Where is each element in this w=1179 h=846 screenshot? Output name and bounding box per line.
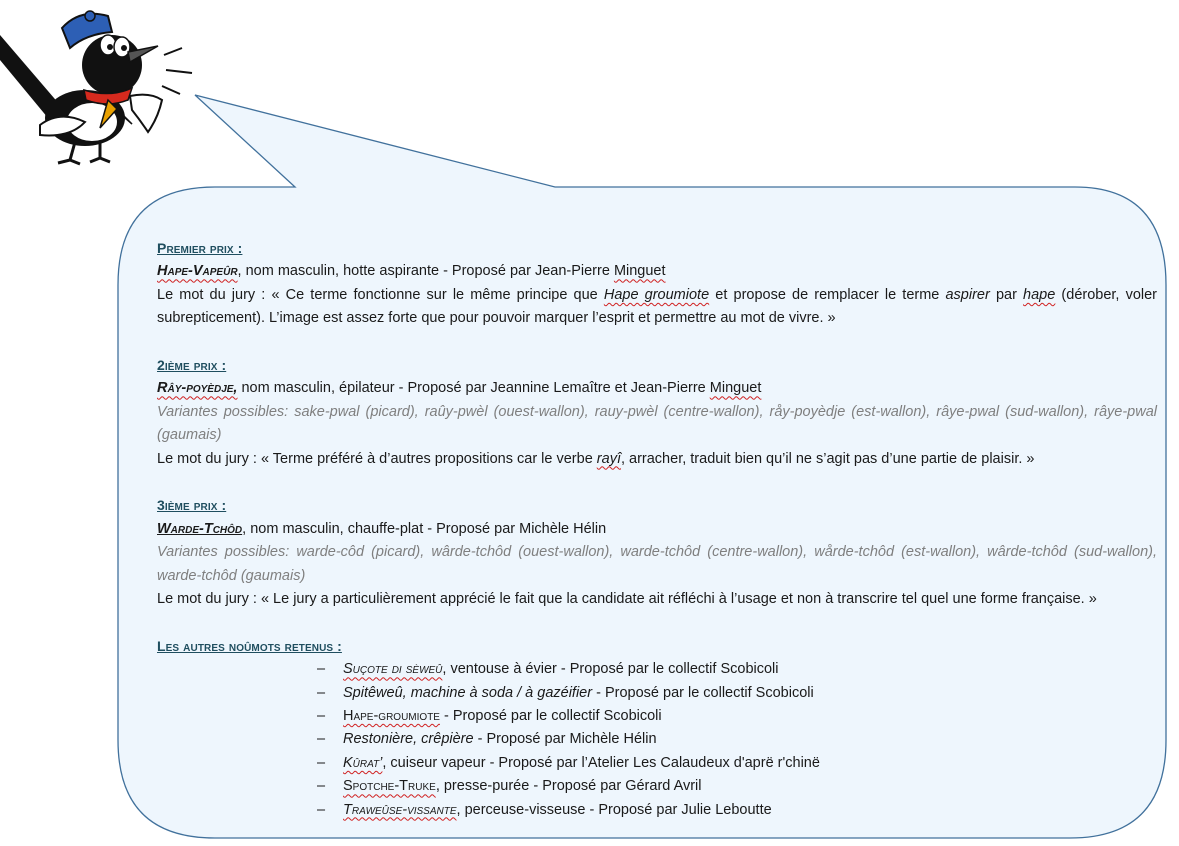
list-term: Spitêweû, machine à soda / à gazéifier	[343, 684, 593, 701]
list-rest: - Proposé par le collectif Scobicoli	[439, 708, 662, 725]
list-item	[317, 728, 1157, 751]
spacer	[157, 471, 1157, 494]
list-rest: , cuiseur vapeur - Proposé par l’Atelier Les Calaudeux d'aprë r'chinë	[382, 754, 820, 771]
list-item	[317, 775, 1157, 798]
list-dash: –	[317, 778, 326, 795]
list-dash: –	[317, 661, 326, 678]
prize1-heading: Premier prix :	[157, 240, 243, 256]
list-dash: –	[317, 731, 326, 748]
prize2-author: Minguet	[709, 380, 762, 397]
prize3-desc: , nom masculin, chauffe-plat - Proposé par Michèle Hélin	[242, 520, 607, 537]
prize2-variants: Variantes possibles: sake-pwal (picard), raûy-pwèl (ouest-wallon), rauy-pwèl (centre-wallon), råy-poyèdje (est-wallon), râye-pwal (sud-wallon), râye-pwal (gaumais)	[157, 403, 1157, 444]
prize2-entry	[157, 377, 1157, 400]
spacer	[157, 611, 1157, 634]
magpie-mascot-icon	[0, 0, 200, 175]
list-rest: - Proposé par le collectif Scobicoli	[592, 684, 814, 701]
spacer	[157, 331, 1157, 354]
prize1-desc: , nom masculin, hotte aspirante - Proposé par Jean-Pierre	[237, 263, 614, 280]
list-term: Restonière, crêpière	[343, 731, 474, 748]
list-term: Spotche-Truke	[343, 778, 436, 795]
jury-text: Le mot du jury : « Terme préféré à d’autres propositions car le verbe	[157, 450, 597, 467]
prize3-jury: Le mot du jury : « Le jury a particulièrement apprécié le fait que la candidate ait réfléchi à l’usage et non à transcrire tel quel une forme française. »	[157, 591, 1097, 608]
prize3-heading: 3ième prix :	[157, 497, 227, 514]
list-item	[317, 682, 1157, 705]
list-item	[317, 705, 1157, 728]
list-rest: , perceuse-visseuse - Proposé par Julie Leboutte	[456, 801, 772, 818]
jury-text: , arracher, traduit bien qu’il ne s’agit pas d’une partie de plaisir. »	[620, 450, 1035, 467]
jury-emphasis: rayî	[596, 450, 621, 467]
list-rest: , presse-purée - Proposé par Gérard Avril	[435, 778, 702, 795]
prize2-jury	[157, 448, 1157, 471]
list-term: Traweûse-vissante	[343, 801, 457, 818]
prize2-term: Rây-poyèdje,	[157, 380, 238, 397]
list-dash: –	[317, 684, 326, 701]
list-item	[317, 752, 1157, 775]
list-dash: –	[317, 708, 326, 725]
prize1-term: Hape-Vapeûr	[157, 263, 238, 280]
prize1-entry	[157, 260, 1157, 283]
prize3-entry	[157, 518, 1157, 541]
jury-text: par	[989, 286, 1024, 303]
jury-emphasis: aspirer	[945, 286, 990, 303]
list-rest: - Proposé par Michèle Hélin	[473, 731, 657, 748]
list-item	[317, 799, 1157, 822]
prize3-variants: Variantes possibles: warde-côd (picard), wârde-tchôd (ouest-wallon), warde-tchôd (centre-wallon), wårde-tchôd (est-wallon), wârde-tchôd (sud-wallon), warde-tchôd (gaumais)	[157, 544, 1157, 584]
jury-text: Le mot du jury : « Ce terme fonctionne sur le même principe que	[157, 286, 604, 303]
document-body	[157, 237, 1157, 822]
list-term: Hape-groumiote	[343, 708, 440, 725]
jury-text: (dérober, voler subrepticement). L’image est assez forte que pour pouvoir marquer l’esprit et permettre au mot de vivre. »	[157, 286, 1158, 327]
prize2-heading: 2ième prix :	[157, 357, 227, 374]
list-dash: –	[317, 754, 326, 771]
others-heading: Les autres noûmots retenus :	[157, 637, 342, 654]
list-item	[317, 658, 1157, 681]
jury-emphasis: Hape groumiote	[603, 286, 710, 303]
list-rest: , ventouse à évier - Proposé par le collectif Scobicoli	[442, 661, 779, 678]
prize2-desc: nom masculin, épilateur - Proposé par Jeannine Lemaître et Jean-Pierre	[237, 380, 710, 397]
list-term: Suçote di sèweû	[343, 661, 443, 678]
others-list	[157, 658, 1157, 822]
prize1-jury	[157, 284, 1157, 331]
prize3-term: Warde-Tchôd	[157, 520, 243, 537]
list-dash: –	[317, 801, 326, 818]
prize1-author: Minguet	[613, 263, 666, 280]
list-term: Kûrat’	[343, 754, 383, 771]
jury-emphasis: hape	[1023, 286, 1056, 303]
jury-text: et propose de remplacer le terme	[709, 286, 946, 303]
